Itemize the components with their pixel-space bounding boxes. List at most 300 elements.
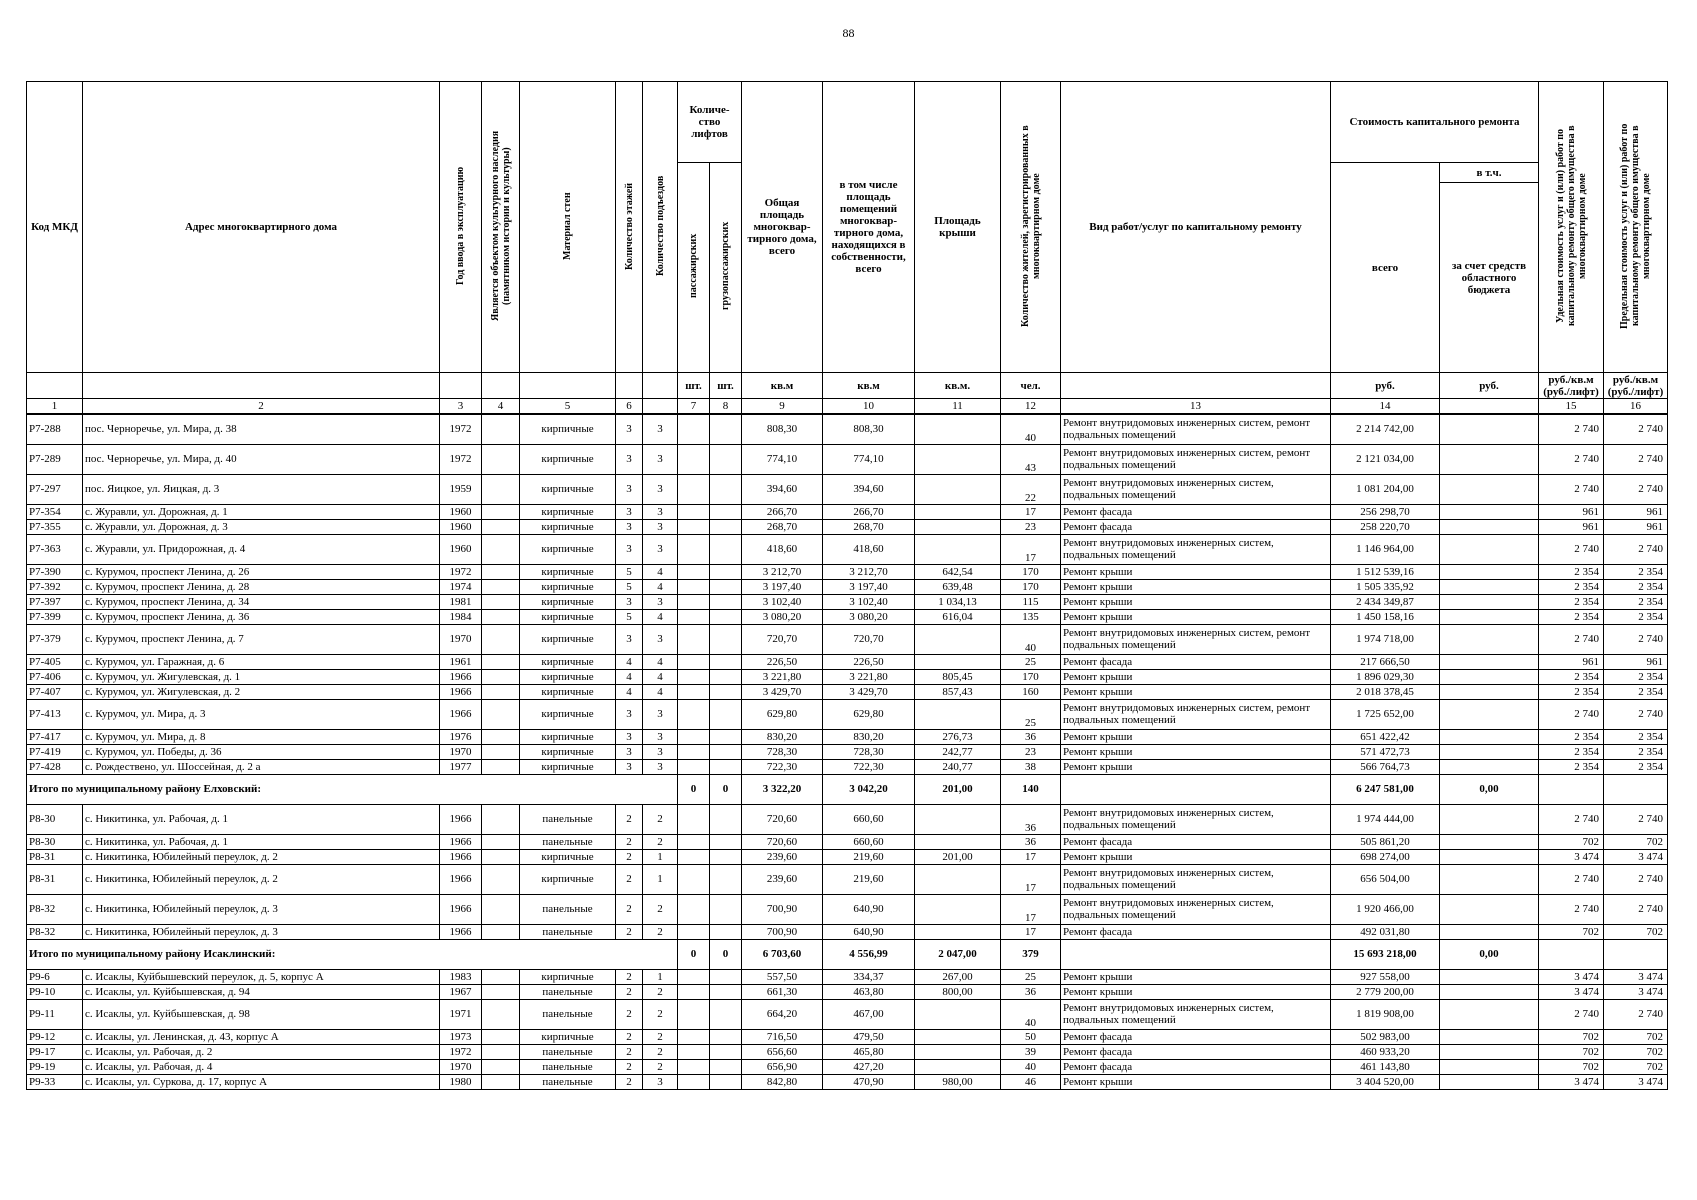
- cell-total-area: 3 212,70: [742, 564, 823, 579]
- cell-kod: Р7-419: [27, 744, 83, 759]
- cell-kod: Р7-354: [27, 504, 83, 519]
- cell-lifts-passenger: [678, 444, 710, 474]
- table-row: [27, 984, 1668, 999]
- cell-lifts-passenger: [678, 1044, 710, 1059]
- cell-address: с. Никитинка, Юбилейный переулок, д. 3: [83, 894, 440, 924]
- cell-owned-area: 418,60: [823, 534, 915, 564]
- cell-total-area: 722,30: [742, 759, 823, 774]
- cell-unit-cost: 2 354: [1539, 744, 1604, 759]
- cell-address: с. Исаклы, ул. Суркова, д. 17, корпус А: [83, 1074, 440, 1089]
- table-row: [27, 564, 1668, 579]
- header-lifts-cargo: грузопассажирских: [710, 163, 742, 373]
- cell-heritage: [482, 564, 520, 579]
- cell-unit-cost: 2 740: [1539, 699, 1604, 729]
- cell-address: с. Журавли, ул. Дорожная, д. 1: [83, 504, 440, 519]
- cell-heritage: [482, 984, 520, 999]
- unit-rub-sqm-1: руб./кв.м (руб./лифт): [1539, 373, 1604, 399]
- table-row: [27, 999, 1668, 1029]
- cell-address: с. Курумоч, проспект Ленина, д. 28: [83, 579, 440, 594]
- cell-lifts-cargo: [710, 924, 742, 939]
- table-header: [27, 82, 1668, 415]
- total-cost: 6 247 581,00: [1331, 774, 1440, 804]
- table-row: [27, 1029, 1668, 1044]
- cell-unit-cost: 2 740: [1539, 534, 1604, 564]
- total-lifts-passenger: 0: [678, 939, 710, 969]
- cell-cost-regional: [1440, 1059, 1539, 1074]
- cell-roof-area: 642,54: [915, 564, 1001, 579]
- cell-year: 1976: [440, 729, 482, 744]
- cell-unit-cost: 2 354: [1539, 564, 1604, 579]
- cell-entrances: 3: [643, 1074, 678, 1089]
- cell-cost-regional: [1440, 624, 1539, 654]
- cell-entrances: 2: [643, 1044, 678, 1059]
- column-number: [643, 399, 678, 415]
- cell-work-type: Ремонт крыши: [1061, 564, 1331, 579]
- total-regional: 0,00: [1440, 939, 1539, 969]
- header-cost-regional: за счет средств областного бюджета: [1440, 183, 1539, 373]
- column-number: 15: [1539, 399, 1604, 415]
- cell-roof-area: [915, 519, 1001, 534]
- cell-cost-total: 461 143,80: [1331, 1059, 1440, 1074]
- cell-cost-total: 698 274,00: [1331, 849, 1440, 864]
- cell-address: с. Курумоч, ул. Гаражная, д. 6: [83, 654, 440, 669]
- cell-lifts-passenger: [678, 984, 710, 999]
- cell-unit-cost: 2 354: [1539, 609, 1604, 624]
- cell-cost-regional: [1440, 504, 1539, 519]
- cell-work-type: Ремонт внутридомовых инженерных систем, ремонт подвальных помещений: [1061, 444, 1331, 474]
- cell-year: 1970: [440, 1059, 482, 1074]
- cell-cost-regional: [1440, 1029, 1539, 1044]
- table-row: [27, 414, 1668, 444]
- cell-cost-regional: [1440, 684, 1539, 699]
- cell-walls: кирпичные: [520, 744, 616, 759]
- cell-walls: панельные: [520, 999, 616, 1029]
- total-lifts-passenger: 0: [678, 774, 710, 804]
- total-cost: 15 693 218,00: [1331, 939, 1440, 969]
- header-max-cost: Предельная стоимость услуг и (или) работ по капитальному ремонту общего имущества в многоквартирном доме: [1604, 82, 1668, 373]
- cell-owned-area: 3 212,70: [823, 564, 915, 579]
- cell-walls: кирпичные: [520, 969, 616, 984]
- cell-unit-cost: 3 474: [1539, 1074, 1604, 1089]
- cell-cost-total: 1 146 964,00: [1331, 534, 1440, 564]
- cell-entrances: 2: [643, 1059, 678, 1074]
- cell-cost-regional: [1440, 594, 1539, 609]
- cell-unit-cost: 702: [1539, 1059, 1604, 1074]
- cell-max-cost: 2 740: [1604, 894, 1668, 924]
- cell-lifts-passenger: [678, 894, 710, 924]
- column-number: 1: [27, 399, 83, 415]
- cell-lifts-cargo: [710, 969, 742, 984]
- cell-year: 1966: [440, 864, 482, 894]
- cell-total-area: 557,50: [742, 969, 823, 984]
- cell-roof-area: 639,48: [915, 579, 1001, 594]
- cell-unit-cost: 2 740: [1539, 414, 1604, 444]
- cell-owned-area: 808,30: [823, 414, 915, 444]
- cell-unit-cost: 2 354: [1539, 684, 1604, 699]
- cell-residents: 17: [1001, 849, 1061, 864]
- cell-kod: Р9-19: [27, 1059, 83, 1074]
- cell-total-area: 3 429,70: [742, 684, 823, 699]
- cell-unit-cost: 2 740: [1539, 999, 1604, 1029]
- cell-floors: 2: [616, 1044, 643, 1059]
- cell-unit-cost: 2 740: [1539, 804, 1604, 834]
- total-max-empty: [1604, 939, 1668, 969]
- cell-residents: 23: [1001, 519, 1061, 534]
- cell-residents: 40: [1001, 999, 1061, 1029]
- cell-floors: 4: [616, 669, 643, 684]
- total-residents: 140: [1001, 774, 1061, 804]
- cell-address: с. Журавли, ул. Дорожная, д. 3: [83, 519, 440, 534]
- cell-cost-regional: [1440, 999, 1539, 1029]
- cell-cost-total: 566 764,73: [1331, 759, 1440, 774]
- column-number: 14: [1331, 399, 1440, 415]
- cell-address: с. Исаклы, ул. Рабочая, д. 4: [83, 1059, 440, 1074]
- cell-kod: Р9-10: [27, 984, 83, 999]
- cell-cost-regional: [1440, 744, 1539, 759]
- cell-max-cost: 961: [1604, 654, 1668, 669]
- cell-kod: Р7-407: [27, 684, 83, 699]
- cell-address: с. Курумоч, проспект Ленина, д. 36: [83, 609, 440, 624]
- cell-walls: кирпичные: [520, 504, 616, 519]
- unit-people: чел.: [1001, 373, 1061, 399]
- cell-total-area: 3 080,20: [742, 609, 823, 624]
- cell-walls: кирпичные: [520, 759, 616, 774]
- cell-entrances: 3: [643, 699, 678, 729]
- cell-unit-cost: 2 740: [1539, 894, 1604, 924]
- total-owned-area: 3 042,20: [823, 774, 915, 804]
- cell-entrances: 2: [643, 834, 678, 849]
- page-number: 88: [842, 26, 855, 40]
- cell-roof-area: [915, 699, 1001, 729]
- cell-cost-total: 1 896 029,30: [1331, 669, 1440, 684]
- cell-entrances: 2: [643, 1029, 678, 1044]
- cell-walls: кирпичные: [520, 654, 616, 669]
- cell-lifts-passenger: [678, 669, 710, 684]
- cell-address: с. Рождествено, ул. Шоссейная, д. 2 а: [83, 759, 440, 774]
- cell-cost-regional: [1440, 864, 1539, 894]
- cell-year: 1972: [440, 414, 482, 444]
- cell-roof-area: [915, 1059, 1001, 1074]
- cell-lifts-cargo: [710, 1074, 742, 1089]
- cell-lifts-passenger: [678, 699, 710, 729]
- cell-year: 1960: [440, 504, 482, 519]
- cell-owned-area: 3 102,40: [823, 594, 915, 609]
- cell-heritage: [482, 804, 520, 834]
- cell-lifts-cargo: [710, 834, 742, 849]
- table-row: [27, 864, 1668, 894]
- cell-residents: 170: [1001, 579, 1061, 594]
- cell-year: 1966: [440, 834, 482, 849]
- cell-work-type: Ремонт крыши: [1061, 684, 1331, 699]
- table-row: [27, 849, 1668, 864]
- cell-owned-area: 226,50: [823, 654, 915, 669]
- cell-residents: 43: [1001, 444, 1061, 474]
- cell-floors: 3: [616, 594, 643, 609]
- cell-heritage: [482, 894, 520, 924]
- table-row: [27, 834, 1668, 849]
- cell-cost-regional: [1440, 849, 1539, 864]
- cell-lifts-passenger: [678, 834, 710, 849]
- cell-unit-cost: 3 474: [1539, 969, 1604, 984]
- table-body: [27, 414, 1668, 1089]
- cell-total-area: 664,20: [742, 999, 823, 1029]
- cell-roof-area: 267,00: [915, 969, 1001, 984]
- table-row: [27, 684, 1668, 699]
- cell-cost-regional: [1440, 669, 1539, 684]
- cell-kod: Р9-6: [27, 969, 83, 984]
- cell-max-cost: 2 740: [1604, 624, 1668, 654]
- cell-cost-regional: [1440, 984, 1539, 999]
- cell-work-type: Ремонт фасада: [1061, 654, 1331, 669]
- cell-year: 1967: [440, 984, 482, 999]
- cell-year: 1961: [440, 654, 482, 669]
- table-row: [27, 969, 1668, 984]
- cell-kod: Р7-390: [27, 564, 83, 579]
- cell-residents: 160: [1001, 684, 1061, 699]
- cell-total-area: 720,60: [742, 834, 823, 849]
- cell-roof-area: 201,00: [915, 849, 1001, 864]
- cell-walls: кирпичные: [520, 609, 616, 624]
- cell-work-type: Ремонт фасада: [1061, 1059, 1331, 1074]
- cell-max-cost: 2 740: [1604, 444, 1668, 474]
- cell-owned-area: 774,10: [823, 444, 915, 474]
- header-cost-total: всего: [1331, 163, 1440, 373]
- cell-residents: 36: [1001, 834, 1061, 849]
- cell-lifts-cargo: [710, 894, 742, 924]
- cell-kod: Р8-32: [27, 924, 83, 939]
- cell-cost-regional: [1440, 609, 1539, 624]
- cell-max-cost: 702: [1604, 1029, 1668, 1044]
- cell-lifts-passenger: [678, 504, 710, 519]
- cell-cost-total: 2 018 378,45: [1331, 684, 1440, 699]
- cell-address: с. Исаклы, ул. Куйбышевская, д. 94: [83, 984, 440, 999]
- cell-work-type: Ремонт внутридомовых инженерных систем, подвальных помещений: [1061, 864, 1331, 894]
- cell-walls: кирпичные: [520, 684, 616, 699]
- cell-residents: 170: [1001, 669, 1061, 684]
- cell-cost-total: 1 512 539,16: [1331, 564, 1440, 579]
- header-floors: Количество этажей: [616, 82, 643, 373]
- cell-heritage: [482, 1074, 520, 1089]
- cell-roof-area: 805,45: [915, 669, 1001, 684]
- total-work-empty: [1061, 939, 1331, 969]
- cell-walls: панельные: [520, 1059, 616, 1074]
- cell-floors: 5: [616, 579, 643, 594]
- cell-year: 1970: [440, 744, 482, 759]
- cell-lifts-passenger: [678, 744, 710, 759]
- cell-max-cost: 702: [1604, 924, 1668, 939]
- cell-roof-area: [915, 894, 1001, 924]
- cell-entrances: 3: [643, 414, 678, 444]
- cell-cost-regional: [1440, 804, 1539, 834]
- cell-year: 1983: [440, 969, 482, 984]
- cell-floors: 3: [616, 744, 643, 759]
- cell-roof-area: 240,77: [915, 759, 1001, 774]
- cell-lifts-cargo: [710, 1059, 742, 1074]
- cell-walls: кирпичные: [520, 849, 616, 864]
- cell-entrances: 4: [643, 654, 678, 669]
- cell-cost-regional: [1440, 729, 1539, 744]
- cell-cost-regional: [1440, 924, 1539, 939]
- cell-unit-cost: 2 354: [1539, 759, 1604, 774]
- cell-floors: 3: [616, 519, 643, 534]
- cell-floors: 3: [616, 624, 643, 654]
- cell-year: 1966: [440, 684, 482, 699]
- cell-residents: 40: [1001, 1059, 1061, 1074]
- cell-kod: Р7-392: [27, 579, 83, 594]
- cell-lifts-passenger: [678, 519, 710, 534]
- cell-total-area: 830,20: [742, 729, 823, 744]
- cell-cost-total: 1 819 908,00: [1331, 999, 1440, 1029]
- cell-kod: Р7-405: [27, 654, 83, 669]
- table-row: [27, 594, 1668, 609]
- header-lifts: Количе-ство лифтов: [678, 82, 742, 163]
- header-work-type: Вид работ/услуг по капитальному ремонту: [1061, 82, 1331, 373]
- cell-work-type: Ремонт крыши: [1061, 594, 1331, 609]
- cell-unit-cost: 3 474: [1539, 984, 1604, 999]
- cell-floors: 2: [616, 999, 643, 1029]
- cell-heritage: [482, 759, 520, 774]
- cell-floors: 5: [616, 609, 643, 624]
- cell-lifts-cargo: [710, 849, 742, 864]
- unit-sqm-2: кв.м: [823, 373, 915, 399]
- cell-cost-total: 492 031,80: [1331, 924, 1440, 939]
- cell-unit-cost: 702: [1539, 1044, 1604, 1059]
- cell-work-type: Ремонт фасада: [1061, 924, 1331, 939]
- cell-owned-area: 3 080,20: [823, 609, 915, 624]
- cell-max-cost: 2 740: [1604, 999, 1668, 1029]
- cell-cost-regional: [1440, 474, 1539, 504]
- cell-walls: кирпичные: [520, 624, 616, 654]
- cell-residents: 17: [1001, 924, 1061, 939]
- cell-address: с. Исаклы, ул. Рабочая, д. 2: [83, 1044, 440, 1059]
- district-total-row: [27, 939, 1668, 969]
- cell-heritage: [482, 624, 520, 654]
- cell-lifts-passenger: [678, 414, 710, 444]
- cell-residents: 36: [1001, 729, 1061, 744]
- cell-max-cost: 702: [1604, 1059, 1668, 1074]
- cell-total-area: 716,50: [742, 1029, 823, 1044]
- cell-work-type: Ремонт внутридомовых инженерных систем, подвальных помещений: [1061, 999, 1331, 1029]
- cell-lifts-cargo: [710, 744, 742, 759]
- cell-walls: кирпичные: [520, 414, 616, 444]
- cell-max-cost: 2 354: [1604, 564, 1668, 579]
- cell-floors: 4: [616, 684, 643, 699]
- cell-lifts-passenger: [678, 849, 710, 864]
- cell-kod: Р8-30: [27, 834, 83, 849]
- cell-max-cost: 2 740: [1604, 414, 1668, 444]
- cell-cost-total: 460 933,20: [1331, 1044, 1440, 1059]
- cell-lifts-passenger: [678, 534, 710, 564]
- cell-owned-area: 479,50: [823, 1029, 915, 1044]
- cell-cost-regional: [1440, 579, 1539, 594]
- cell-kod: Р7-289: [27, 444, 83, 474]
- table-row: [27, 729, 1668, 744]
- cell-lifts-cargo: [710, 984, 742, 999]
- header-roof-area: Площадь крыши: [915, 82, 1001, 373]
- cell-floors: 5: [616, 564, 643, 579]
- cell-kod: Р9-11: [27, 999, 83, 1029]
- cell-residents: 22: [1001, 474, 1061, 504]
- cell-address: с. Исаклы, Куйбышевский переулок, д. 5, корпус А: [83, 969, 440, 984]
- cell-total-area: 720,70: [742, 624, 823, 654]
- cell-total-area: 700,90: [742, 894, 823, 924]
- cell-year: 1984: [440, 609, 482, 624]
- cell-roof-area: 616,04: [915, 609, 1001, 624]
- header-unit-cost: Удельная стоимость услуг и (или) работ по капитальному ремонту общего имущества в многоквартирном доме: [1539, 82, 1604, 373]
- cell-address: с. Исаклы, ул. Куйбышевская, д. 98: [83, 999, 440, 1029]
- cell-residents: 23: [1001, 744, 1061, 759]
- cell-roof-area: [915, 1029, 1001, 1044]
- cell-cost-regional: [1440, 519, 1539, 534]
- cell-cost-total: 1 974 444,00: [1331, 804, 1440, 834]
- cell-entrances: 2: [643, 894, 678, 924]
- cell-kod: Р7-379: [27, 624, 83, 654]
- cell-unit-cost: 702: [1539, 1029, 1604, 1044]
- cell-heritage: [482, 414, 520, 444]
- cell-lifts-passenger: [678, 474, 710, 504]
- header-heritage: Является объектом культурного наследия (памятником истории и культуры): [482, 82, 520, 373]
- cell-max-cost: 2 740: [1604, 699, 1668, 729]
- cell-walls: кирпичные: [520, 579, 616, 594]
- cell-total-area: 268,70: [742, 519, 823, 534]
- table-row: [27, 474, 1668, 504]
- cell-entrances: 3: [643, 534, 678, 564]
- cell-floors: 3: [616, 504, 643, 519]
- cell-floors: 2: [616, 834, 643, 849]
- cell-unit-cost: 2 354: [1539, 594, 1604, 609]
- total-area: 3 322,20: [742, 774, 823, 804]
- cell-entrances: 2: [643, 984, 678, 999]
- table-row: [27, 624, 1668, 654]
- cell-unit-cost: 2 354: [1539, 729, 1604, 744]
- cell-owned-area: 219,60: [823, 849, 915, 864]
- cell-year: 1966: [440, 894, 482, 924]
- cell-owned-area: 394,60: [823, 474, 915, 504]
- cell-lifts-passenger: [678, 564, 710, 579]
- cell-kod: Р7-406: [27, 669, 83, 684]
- cell-walls: кирпичные: [520, 864, 616, 894]
- cell-cost-total: 1 920 466,00: [1331, 894, 1440, 924]
- table-row: [27, 744, 1668, 759]
- cell-roof-area: 1 034,13: [915, 594, 1001, 609]
- cell-floors: 2: [616, 849, 643, 864]
- cell-cost-total: 1 974 718,00: [1331, 624, 1440, 654]
- cell-walls: панельные: [520, 834, 616, 849]
- cell-residents: 40: [1001, 414, 1061, 444]
- column-number: 4: [482, 399, 520, 415]
- cell-cost-regional: [1440, 534, 1539, 564]
- cell-unit-cost: 2 354: [1539, 669, 1604, 684]
- cell-entrances: 3: [643, 624, 678, 654]
- cell-heritage: [482, 849, 520, 864]
- table-row: [27, 519, 1668, 534]
- table-row: [27, 534, 1668, 564]
- cell-max-cost: 702: [1604, 1044, 1668, 1059]
- cell-address: с. Журавли, ул. Придорожная, д. 4: [83, 534, 440, 564]
- cell-roof-area: [915, 999, 1001, 1029]
- cell-floors: 2: [616, 894, 643, 924]
- cell-heritage: [482, 1029, 520, 1044]
- cell-walls: панельные: [520, 894, 616, 924]
- cell-work-type: Ремонт внутридомовых инженерных систем, ремонт подвальных помещений: [1061, 699, 1331, 729]
- cell-year: 1960: [440, 534, 482, 564]
- table-row: [27, 804, 1668, 834]
- cell-unit-cost: 2 740: [1539, 864, 1604, 894]
- total-lifts-cargo: 0: [710, 939, 742, 969]
- cell-lifts-cargo: [710, 624, 742, 654]
- cell-entrances: 4: [643, 579, 678, 594]
- cell-cost-total: 1 450 158,16: [1331, 609, 1440, 624]
